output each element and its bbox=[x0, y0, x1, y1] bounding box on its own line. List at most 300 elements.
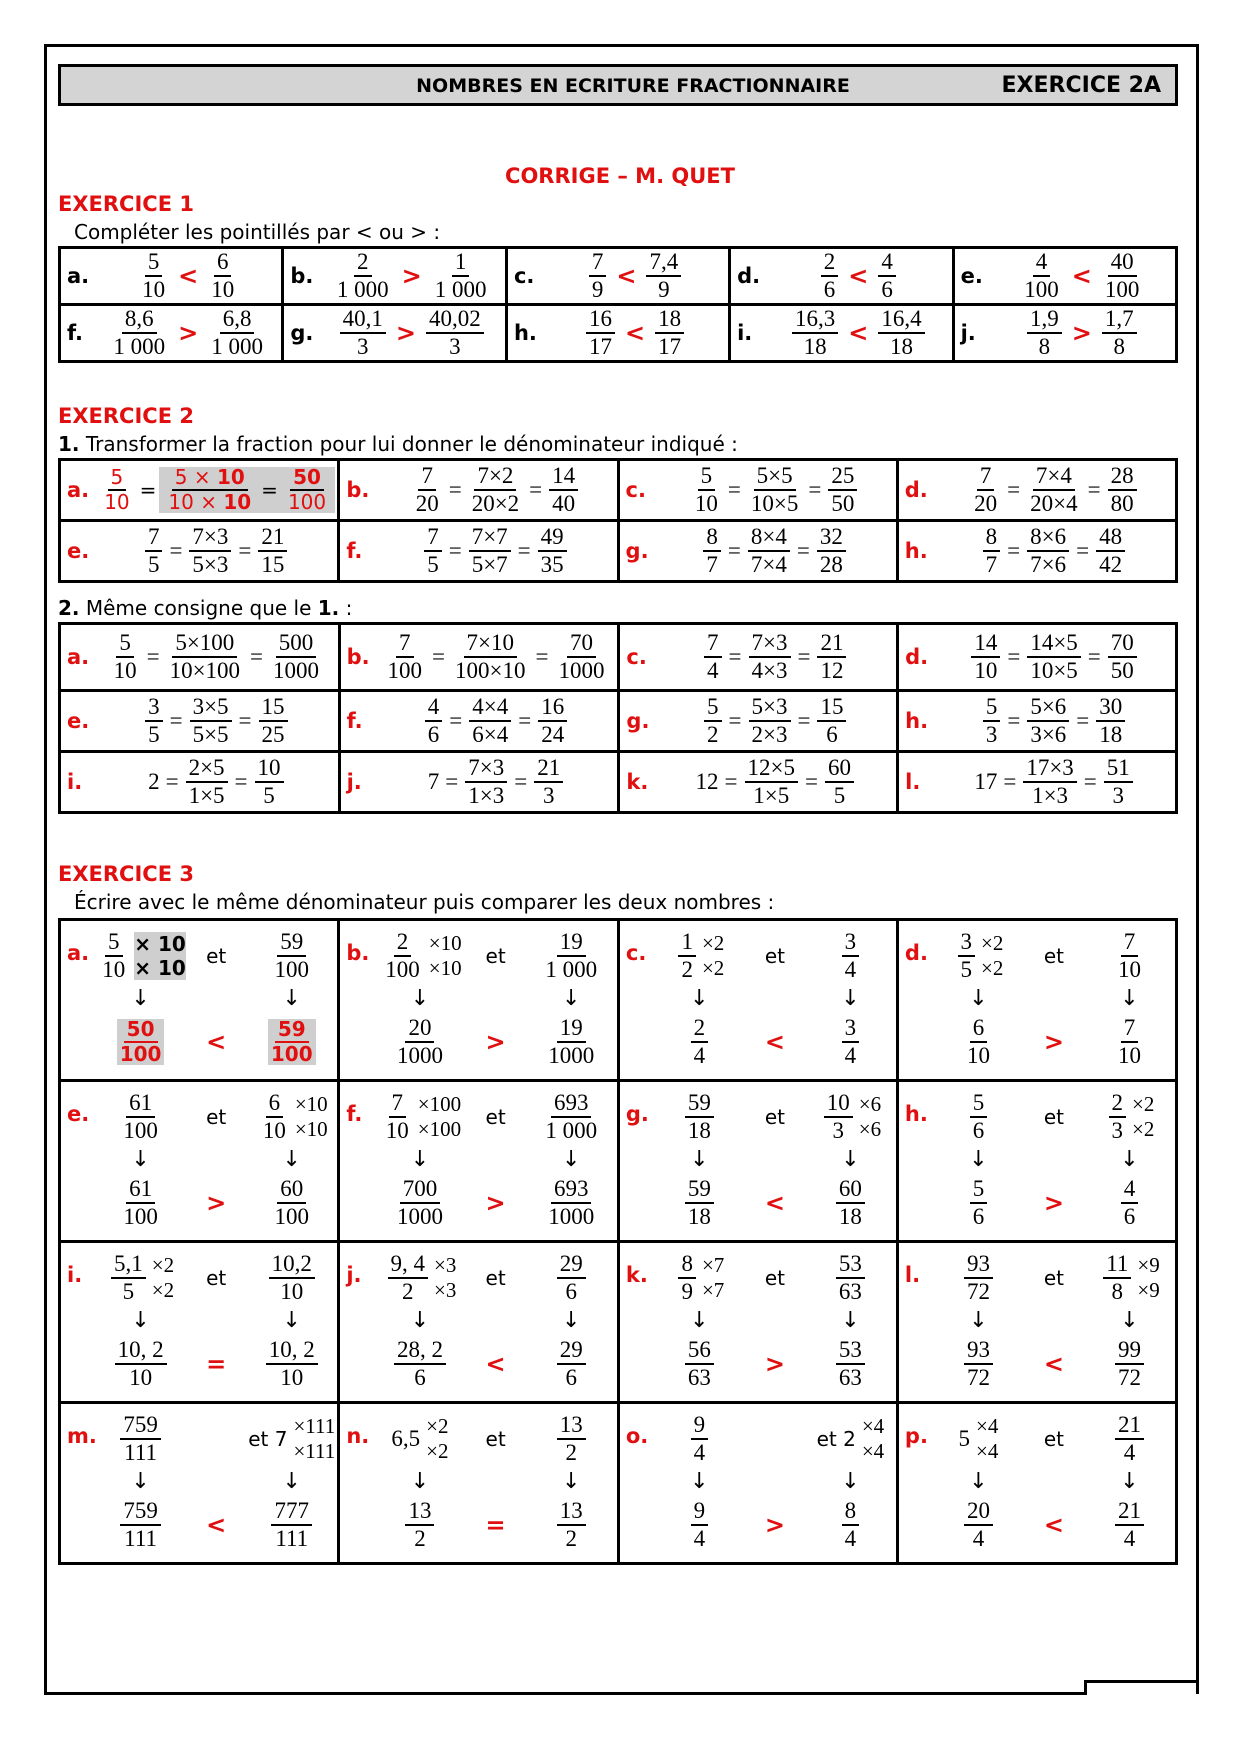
ex3-result-right bbox=[557, 1499, 586, 1551]
ex1-fraction-left-den: 10 bbox=[142, 277, 166, 302]
equals-sign: = bbox=[1087, 644, 1101, 669]
down-arrow-icon: ↓ bbox=[282, 1146, 301, 1172]
ex2-multiplication-fraction-den: 7×6 bbox=[1030, 552, 1067, 577]
down-arrow-icon: ↓ bbox=[131, 1307, 150, 1333]
ex2-original-fraction-den: 7 bbox=[706, 552, 718, 577]
ex2-original-fraction bbox=[704, 631, 722, 683]
ex3-left-term bbox=[959, 1414, 999, 1464]
ex2-result-fraction-num: 16 bbox=[538, 695, 567, 722]
ex2-original-fraction-den: 3 bbox=[985, 722, 998, 747]
ex1-label: i. bbox=[737, 321, 753, 345]
equals-sign: = bbox=[169, 708, 183, 733]
frame-bottom-right bbox=[1084, 1680, 1199, 1683]
ex3-grid bbox=[61, 928, 337, 1072]
ex2-result-fraction-den: 24 bbox=[541, 722, 565, 747]
ex2-part2-expression bbox=[899, 756, 1175, 808]
ex1-fraction-left-den: 17 bbox=[588, 334, 612, 359]
ex3-left-term bbox=[960, 1252, 997, 1304]
equals-sign: = bbox=[535, 644, 549, 669]
equals-sign: = bbox=[808, 477, 822, 502]
ex3-right-term bbox=[248, 1414, 335, 1464]
ex2-multiplication-fraction-num: 3×5 bbox=[190, 695, 232, 722]
ex3-et: et bbox=[206, 1266, 227, 1290]
equals-sign: = bbox=[797, 708, 811, 733]
ex2-multiplication-fraction bbox=[189, 525, 231, 577]
down-arrow-icon: ↓ bbox=[1120, 985, 1139, 1011]
equals-sign: = bbox=[514, 769, 528, 794]
multiplier-bold: 10 bbox=[223, 490, 252, 514]
ex1-fraction-left bbox=[110, 307, 168, 359]
ex3-grid bbox=[340, 1250, 617, 1394]
ex3-cell bbox=[339, 920, 619, 1081]
ex2-multiplication-den: 10 × 10 bbox=[168, 490, 252, 514]
ex2-result-fraction-den: 42 bbox=[1099, 552, 1123, 577]
down-arrow-icon: ↓ bbox=[410, 985, 430, 1011]
ex3-cell bbox=[897, 1081, 1176, 1242]
ex2-original-fraction-num: 5 bbox=[116, 631, 134, 658]
ex3-right-term bbox=[1111, 930, 1148, 982]
ex3-cell bbox=[339, 1242, 619, 1403]
ex1-cell bbox=[60, 305, 283, 362]
ex2-part2-expression bbox=[620, 695, 896, 747]
ex2-part1-cell bbox=[618, 460, 897, 521]
ex3-et: et bbox=[206, 1105, 227, 1129]
ex3-relation: = bbox=[206, 1350, 227, 1378]
ex3-label: p. bbox=[904, 1424, 928, 1448]
ex2-part2-label: h. bbox=[905, 709, 929, 733]
ex2-multiplication-fraction bbox=[165, 467, 254, 513]
ex2-result-fraction bbox=[828, 464, 857, 516]
ex2-multiplication-fraction-den: 5×7 bbox=[471, 552, 508, 577]
ex3-result-left bbox=[117, 1019, 165, 1065]
ex2-part1-num: 1. bbox=[58, 432, 80, 456]
ex2-multiplication-fraction-num: 8×4 bbox=[748, 525, 790, 552]
ex2-result-fraction bbox=[817, 525, 846, 577]
ex3-left-fraction bbox=[678, 930, 696, 982]
ex2-part2-instruction bbox=[58, 596, 352, 620]
ex1-fraction-right bbox=[646, 250, 681, 302]
ex3-right-fraction-den: 1 000 bbox=[545, 957, 598, 982]
ex3-right-term bbox=[538, 930, 604, 982]
ex3-left-term bbox=[378, 930, 461, 982]
ex3-right-term bbox=[832, 1252, 869, 1304]
ex3-left-multiplier bbox=[418, 1092, 461, 1142]
ex2-part2-expression bbox=[61, 695, 338, 747]
ex3-label: c. bbox=[625, 941, 647, 965]
ex2-part1-cell bbox=[339, 460, 618, 521]
ex3-right-fraction bbox=[260, 1091, 289, 1143]
ex3-left-fraction-den: 10 bbox=[385, 1118, 409, 1143]
ex2-result-fraction bbox=[534, 756, 563, 808]
ex3-right-multiplier bbox=[859, 1092, 881, 1142]
ex1-fraction-left bbox=[334, 250, 392, 302]
down-arrow-icon: ↓ bbox=[841, 1468, 860, 1494]
down-arrow-icon: ↓ bbox=[1120, 1146, 1139, 1172]
ex3-grid bbox=[620, 1411, 896, 1555]
ex3-right-term bbox=[838, 930, 864, 982]
ex1-expression bbox=[955, 250, 1175, 302]
ex3-right-fraction-den: 10 bbox=[262, 1118, 286, 1143]
ex1-fraction-left-num: 2 bbox=[354, 250, 372, 277]
ex1-fraction-left-num: 8,6 bbox=[122, 307, 157, 334]
ex1-relation: < bbox=[178, 262, 199, 290]
ex3-result-right bbox=[1121, 1177, 1139, 1229]
ex2-original-fraction-num: 5 bbox=[108, 467, 127, 491]
ex3-et: et bbox=[1043, 1266, 1065, 1290]
ex3-right-fraction bbox=[1109, 1091, 1127, 1143]
ex3-result-left-num: 700 bbox=[400, 1177, 441, 1204]
ex1-fraction-left-num: 16 bbox=[586, 307, 615, 334]
ex3-right-fraction-den: 3 bbox=[1111, 1118, 1124, 1143]
ex3-table bbox=[58, 918, 1178, 1565]
ex2-part2-table bbox=[58, 622, 1178, 814]
ex1-fraction-right-den: 8 bbox=[1113, 334, 1125, 359]
ex3-result-right-den: 72 bbox=[1117, 1365, 1141, 1390]
ex3-left-term bbox=[116, 1091, 165, 1143]
ex3-left-term bbox=[107, 1252, 174, 1304]
multiplier-bottom: ×4 bbox=[861, 1439, 885, 1463]
equals-sign: = bbox=[529, 477, 543, 502]
ex3-result-right-num: 60 bbox=[836, 1177, 865, 1204]
ex3-result-right-den: 2 bbox=[565, 1526, 577, 1551]
ex3-right-fraction-num: 693 bbox=[551, 1091, 592, 1118]
ex3-left-fraction-num: 759 bbox=[120, 1413, 161, 1440]
ex2-multiplication-fraction-den: 5×5 bbox=[192, 722, 229, 747]
ex2-multiplication-fraction bbox=[167, 631, 243, 683]
ex2-part1-table bbox=[58, 458, 1178, 583]
ex2-original-fraction-num: 7 bbox=[145, 525, 163, 552]
ex3-result-left-num: 59 bbox=[685, 1177, 714, 1204]
down-arrow-icon: ↓ bbox=[690, 1468, 709, 1494]
equals-sign: = bbox=[250, 644, 264, 669]
ex2-result-fraction-den: 25 bbox=[261, 722, 285, 747]
ex2-result-fraction-num: 70 bbox=[567, 631, 596, 658]
ex3-right-fraction bbox=[1103, 1252, 1131, 1304]
ex3-right-fraction-den: 8 bbox=[1111, 1279, 1124, 1304]
ex3-result-left bbox=[394, 1338, 446, 1390]
ex2-result-fraction-num: 32 bbox=[817, 525, 846, 552]
ex3-result-left-den: 1000 bbox=[396, 1204, 443, 1229]
ex1-fraction-left-num: 40,1 bbox=[340, 307, 386, 334]
multiplier-bottom: ×3 bbox=[434, 1278, 457, 1302]
ex3-left-fraction-num: 8 bbox=[678, 1252, 696, 1279]
ex2-result-fraction-den: 5 bbox=[263, 783, 275, 808]
ex3-result-right-num: 693 bbox=[551, 1177, 592, 1204]
ex2-part2-ref: 1. bbox=[317, 596, 340, 620]
ex2-result-fraction bbox=[1096, 695, 1125, 747]
ex1-fraction-right-den: 100 bbox=[1104, 277, 1140, 302]
multiplier-top: ×4 bbox=[976, 1413, 999, 1438]
ex3-result-left bbox=[970, 1177, 988, 1229]
ex3-label: m. bbox=[67, 1424, 97, 1448]
down-arrow-icon: ↓ bbox=[969, 1468, 988, 1494]
ex1-fraction-right-den: 17 bbox=[658, 334, 682, 359]
ex2-part2-label: l. bbox=[905, 770, 921, 794]
ex2-result-fraction-den: 80 bbox=[1110, 491, 1134, 516]
ex3-result-left bbox=[115, 1338, 167, 1390]
ex3-relation: > bbox=[764, 1511, 785, 1539]
multiplier-top: ×4 bbox=[861, 1413, 885, 1438]
frame-bottom bbox=[44, 1692, 1084, 1695]
ex3-right-fraction-num: 59 bbox=[277, 930, 306, 957]
ex3-right-fraction-num: 10 bbox=[824, 1091, 853, 1118]
ex3-result-right bbox=[268, 1019, 316, 1065]
ex2-part2-label: g. bbox=[626, 709, 650, 733]
ex1-fraction-left-den: 3 bbox=[357, 334, 369, 359]
ex3-result-right bbox=[836, 1338, 865, 1390]
ex3-right-fraction bbox=[269, 1252, 315, 1304]
ex2-multiplication-fraction-den: 4×3 bbox=[751, 658, 788, 683]
ex3-result-left bbox=[394, 1016, 446, 1068]
down-arrow-icon: ↓ bbox=[690, 985, 709, 1011]
ex2-part1-label: f. bbox=[346, 539, 363, 563]
ex2-original-fraction bbox=[971, 464, 1000, 516]
ex3-result-left-den: 4 bbox=[693, 1526, 706, 1551]
ex3-right-fraction bbox=[1115, 1413, 1144, 1465]
ex2-result-fraction bbox=[1108, 464, 1137, 516]
ex3-result-left-den: 100 bbox=[119, 1042, 162, 1066]
ex2-result-fraction-den: 6 bbox=[826, 722, 838, 747]
ex2-part1-label: d. bbox=[904, 478, 928, 502]
ex3-right-term bbox=[1111, 1413, 1148, 1465]
ex3-right-whole: et 7 bbox=[248, 1427, 288, 1451]
ex3-grid bbox=[61, 1250, 337, 1394]
ex3-result-left-den: 111 bbox=[124, 1526, 157, 1551]
ex3-result-left-den: 2 bbox=[414, 1526, 426, 1551]
ex3-left-whole: 6,5 bbox=[391, 1426, 421, 1451]
ex2-result-fraction-den: 50 bbox=[831, 491, 855, 516]
ex3-right-fraction-num: 10,2 bbox=[269, 1252, 315, 1279]
ex3-result-right bbox=[271, 1177, 312, 1229]
down-arrow-icon: ↓ bbox=[562, 1468, 581, 1494]
ex2-original-fraction-den: 10 bbox=[113, 658, 137, 683]
down-arrow-icon: ↓ bbox=[410, 1468, 430, 1494]
ex2-multiplication-fraction bbox=[748, 525, 790, 577]
ex2-part2-expression bbox=[61, 756, 338, 808]
ex2-original-fraction bbox=[983, 525, 1001, 577]
ex2-multiplication-fraction-den: 1×5 bbox=[753, 783, 790, 808]
equals-sign: = bbox=[432, 644, 446, 669]
ex2-part1-expression bbox=[340, 525, 616, 577]
ex1-fraction-left-den: 1 000 bbox=[113, 334, 166, 359]
ex2-original-fraction bbox=[971, 631, 1000, 683]
equals-sign: = bbox=[1087, 477, 1101, 502]
ex2-part2-expression bbox=[899, 695, 1175, 747]
ex3-left-term bbox=[384, 1252, 457, 1304]
ex3-left-fraction-num: 61 bbox=[126, 1091, 155, 1118]
ex3-right-multiplier bbox=[293, 1414, 335, 1464]
ex3-left-fraction-num: 1 bbox=[678, 930, 696, 957]
ex1-cell bbox=[730, 248, 953, 305]
ex3-left-term bbox=[966, 1091, 992, 1143]
ex2-multiplication-fraction bbox=[749, 631, 791, 683]
ex2-result-fraction-den: 28 bbox=[819, 552, 843, 577]
ex1-fraction-left bbox=[1027, 307, 1062, 359]
ex3-right-fraction-den: 63 bbox=[838, 1279, 862, 1304]
ex1-fraction-left-num: 16,3 bbox=[792, 307, 838, 334]
ex3-result-left bbox=[120, 1177, 161, 1229]
ex3-cell bbox=[60, 920, 339, 1081]
ex1-fraction-left bbox=[821, 250, 839, 302]
ex3-right-fraction-den: 10 bbox=[280, 1279, 304, 1304]
ex3-left-term bbox=[379, 1091, 461, 1143]
ex2-multiplication-fraction-den: 20×2 bbox=[471, 491, 520, 516]
ex1-fraction-right-den: 1 000 bbox=[211, 334, 263, 359]
ex2-multiplication-fraction-num: 4×4 bbox=[469, 695, 511, 722]
ex2-original-fraction-num: 4 bbox=[425, 695, 443, 722]
ex2-result-fraction-num: 50 bbox=[290, 467, 324, 491]
ex3-right-fraction bbox=[271, 930, 312, 982]
ex1-fraction-left-den: 1 000 bbox=[336, 277, 389, 302]
down-arrow-icon: ↓ bbox=[282, 1307, 301, 1333]
ex1-fraction-right bbox=[432, 250, 490, 302]
ex2-part2-expression bbox=[61, 631, 338, 683]
ex3-cell bbox=[897, 1403, 1176, 1564]
ex3-left-fraction-den: 4 bbox=[693, 1440, 706, 1465]
multiplier-bottom: ×10 bbox=[294, 1117, 328, 1141]
ex3-left-fraction bbox=[970, 1091, 988, 1143]
ex3-result-right-num: 777 bbox=[271, 1499, 312, 1526]
whole-number: 12 bbox=[695, 769, 719, 794]
ex3-grid bbox=[899, 1250, 1175, 1394]
ex2-multiplication-fraction-den: 100×10 bbox=[455, 658, 526, 683]
ex2-original-fraction bbox=[425, 695, 443, 747]
ex3-result-left bbox=[964, 1016, 993, 1068]
ex2-part2-label: d. bbox=[905, 645, 929, 669]
ex3-left-multiplier bbox=[134, 932, 186, 980]
ex2-part1-text: Transformer la fraction pour lui donner le dénominateur indiqué : bbox=[85, 432, 738, 456]
ex2-result-fraction-num: 15 bbox=[259, 695, 288, 722]
ex1-fraction-right bbox=[426, 307, 484, 359]
ex3-label: b. bbox=[346, 941, 370, 965]
equals-sign: = bbox=[1007, 477, 1021, 502]
equals-sign: = bbox=[1007, 708, 1021, 733]
ex2-result-fraction-num: 15 bbox=[817, 695, 846, 722]
ex2-multiplication-fraction bbox=[1023, 756, 1076, 808]
ex1-expression bbox=[61, 250, 281, 302]
multiplier-bottom: ×2 bbox=[151, 1278, 175, 1302]
ex3-left-fraction-den: 2 bbox=[402, 1279, 414, 1304]
ex3-left-fraction-num: 59 bbox=[685, 1091, 714, 1118]
ex2-multiplication-fraction bbox=[1027, 464, 1080, 516]
ex3-result-right bbox=[842, 1016, 860, 1068]
equals-sign: = bbox=[445, 769, 459, 794]
ex3-result-right-num: 53 bbox=[836, 1338, 865, 1365]
ex1-fraction-right-num: 40 bbox=[1108, 250, 1137, 277]
ex2-original-fraction-num: 7 bbox=[418, 464, 436, 491]
ex1-table bbox=[58, 246, 1178, 363]
equals-sign: = bbox=[449, 708, 463, 733]
ex2-result-fraction-num: 48 bbox=[1096, 525, 1125, 552]
ex3-cell bbox=[339, 1403, 619, 1564]
ex3-left-term bbox=[681, 1091, 718, 1143]
ex1-fraction-left bbox=[792, 307, 838, 359]
ex2-multiplication-fraction bbox=[465, 756, 507, 808]
ex2-part2-cell bbox=[60, 691, 340, 752]
ex1-fraction-left bbox=[589, 250, 607, 302]
ex3-right-term bbox=[553, 1413, 590, 1465]
ex1-title: EXERCICE 1 bbox=[58, 192, 194, 216]
ex1-instruction: Compléter les pointillés par < ou > : bbox=[74, 220, 441, 244]
ex1-label: d. bbox=[737, 264, 761, 288]
ex3-right-fraction bbox=[842, 930, 860, 982]
multiplier-top: ×100 bbox=[417, 1091, 462, 1116]
ex3-grid bbox=[620, 1250, 896, 1394]
ex1-expression bbox=[284, 250, 505, 302]
equals-sign: = bbox=[238, 708, 252, 733]
ex3-result-right-num: 21 bbox=[1115, 1499, 1144, 1526]
multiplier-bottom: ×2 bbox=[1132, 1117, 1155, 1141]
ex3-relation: < bbox=[764, 1028, 785, 1056]
down-arrow-icon: ↓ bbox=[131, 985, 150, 1011]
ex3-relation: < bbox=[1043, 1511, 1064, 1539]
ex2-result-fraction bbox=[549, 464, 578, 516]
ex3-et: et bbox=[1043, 1427, 1065, 1451]
ex2-multiplication-fraction bbox=[452, 631, 528, 683]
down-arrow-icon: ↓ bbox=[562, 985, 581, 1011]
ex1-relation: < bbox=[616, 262, 637, 290]
multiplier-bottom: ×9 bbox=[1137, 1278, 1160, 1302]
ex2-multiplication-fraction bbox=[469, 695, 511, 747]
equals-sign: = bbox=[1076, 538, 1090, 563]
whole-number: 2 bbox=[148, 769, 160, 794]
ex3-right-term bbox=[820, 1091, 881, 1143]
ex3-result-right bbox=[545, 1177, 597, 1229]
ex2-original-fraction-num: 7 bbox=[424, 525, 442, 552]
down-arrow-icon: ↓ bbox=[690, 1146, 709, 1172]
ex3-result-left-den: 1000 bbox=[396, 1043, 443, 1068]
ex2-original-fraction-den: 20 bbox=[415, 491, 439, 516]
ex1-relation: > bbox=[1071, 319, 1092, 347]
ex2-part2-expression bbox=[899, 631, 1175, 683]
ex3-result-right-den: 6 bbox=[1123, 1204, 1136, 1229]
ex2-result-fraction bbox=[1104, 756, 1133, 808]
ex3-result-left bbox=[691, 1499, 709, 1551]
ex3-cell bbox=[60, 1403, 339, 1564]
ex2-original-fraction-den: 10 bbox=[694, 491, 718, 516]
ex3-result-left-num: 56 bbox=[685, 1338, 714, 1365]
header-exercise: EXERCICE 2A bbox=[1001, 73, 1161, 98]
ex2-result-fraction bbox=[825, 756, 854, 808]
ex1-expression bbox=[955, 307, 1175, 359]
ex1-fraction-left-num: 5 bbox=[145, 250, 163, 277]
equals-sign: = bbox=[234, 769, 248, 794]
ex2-result-fraction-num: 60 bbox=[825, 756, 854, 783]
ex2-result-fraction-den: 35 bbox=[540, 552, 564, 577]
ex1-cell bbox=[283, 305, 507, 362]
ex1-label: b. bbox=[290, 264, 314, 288]
ex3-label: o. bbox=[625, 1424, 649, 1448]
ex3-result-right-num: 29 bbox=[557, 1338, 586, 1365]
ex2-original-fraction-den: 10 bbox=[974, 658, 998, 683]
ex3-left-fraction-den: 10 bbox=[102, 957, 126, 982]
ex1-expression bbox=[61, 307, 281, 359]
equals-sign: = bbox=[169, 538, 183, 563]
down-arrow-icon: ↓ bbox=[1120, 1468, 1139, 1494]
ex3-label: a. bbox=[67, 941, 90, 965]
ex2-part1-label: a. bbox=[67, 478, 90, 502]
ex2-multiplication-fraction-num: 5×5 bbox=[754, 464, 796, 491]
ex3-result-right-den: 6 bbox=[565, 1365, 577, 1390]
ex3-left-multiplier bbox=[702, 1253, 724, 1303]
ex2-original-fraction bbox=[692, 464, 721, 516]
ex1-fraction-left bbox=[1021, 250, 1062, 302]
ex2-result-fraction-num: 30 bbox=[1096, 695, 1125, 722]
ex3-right-fraction bbox=[1115, 930, 1144, 982]
ex3-left-fraction-den: 18 bbox=[687, 1118, 711, 1143]
ex3-cell bbox=[60, 1242, 339, 1403]
ex2-multiplication-fraction-num: 2×5 bbox=[186, 756, 228, 783]
